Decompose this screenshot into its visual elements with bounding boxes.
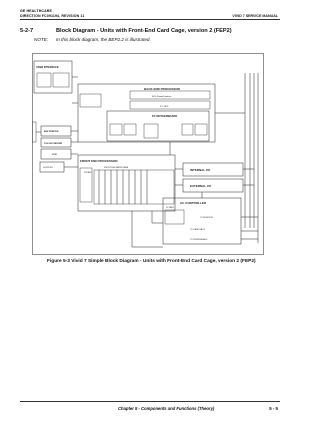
front-end-processor-block (78, 155, 175, 211)
ac-controller-label: AC CONTROLLER (180, 201, 206, 205)
back-end-processor-label: BACK END PROCESSOR (144, 87, 180, 91)
document-direction: DIRECTION FC091194, REVISION 11 (20, 13, 85, 18)
color-printer-label: COLOR PRINTER (44, 143, 63, 145)
dc-fans-label: DC FANS (166, 207, 174, 209)
pc-motherboard-label: PC MOTHERBOARD (152, 115, 178, 118)
probes-label: PROBES (84, 172, 92, 174)
running-header-left (20, 9, 84, 18)
figure-caption: Figure 5-3 Vivid 7 Simple Block Diagram - Units with Front-End Card Cage, version 2 (FEP2) (47, 259, 256, 264)
section-number: 5-2-7 (20, 28, 34, 34)
front-end-processor-label: FRONT END PROCESSOR (80, 159, 118, 163)
internal-io-label: INTERNAL I/O (190, 168, 210, 172)
vcr-label: VCR (52, 154, 57, 156)
chapter-title: Chapter 5 - Components and Functions (Theory) (118, 406, 215, 411)
to-card-rack-label: TO CARD RACK (190, 229, 206, 231)
header-rule (20, 19, 280, 20)
drive-label: 3.5" HDD (160, 106, 169, 108)
page-number: 5 - 5 (269, 406, 278, 411)
section-title: Block Diagram - Units with Front-End Card Cage, version 2 (FEP2) (56, 28, 232, 34)
back-end-processor-block (78, 84, 215, 142)
external-io-label: EXTERNAL I/O (190, 184, 211, 188)
user-interface-label: USER INTERFACE (36, 66, 59, 69)
footer-rule (20, 401, 280, 402)
note-text: In this block diagram, the BEP2.2 is illustrated. (56, 37, 151, 42)
diagram-frame (33, 54, 264, 255)
bw-printer-label: B/W PRINTER (44, 131, 59, 133)
note-label: NOTE: (34, 37, 49, 42)
block-diagram (32, 53, 285, 256)
manual-title: VIVID 7 SERVICE MANUAL (232, 13, 278, 18)
doppler-label: DOPPLER (43, 167, 53, 169)
bus-interface-label: ECG Patient Interface (152, 96, 172, 98)
front-end-backplane-label: FRONT END BACKPLANE (104, 167, 129, 169)
company-name: GE HEALTHCARE (20, 9, 52, 13)
to-monitor-label: TO MONITOR (200, 217, 213, 219)
to-peripherals-label: TO PERIPHERALS (190, 239, 208, 241)
